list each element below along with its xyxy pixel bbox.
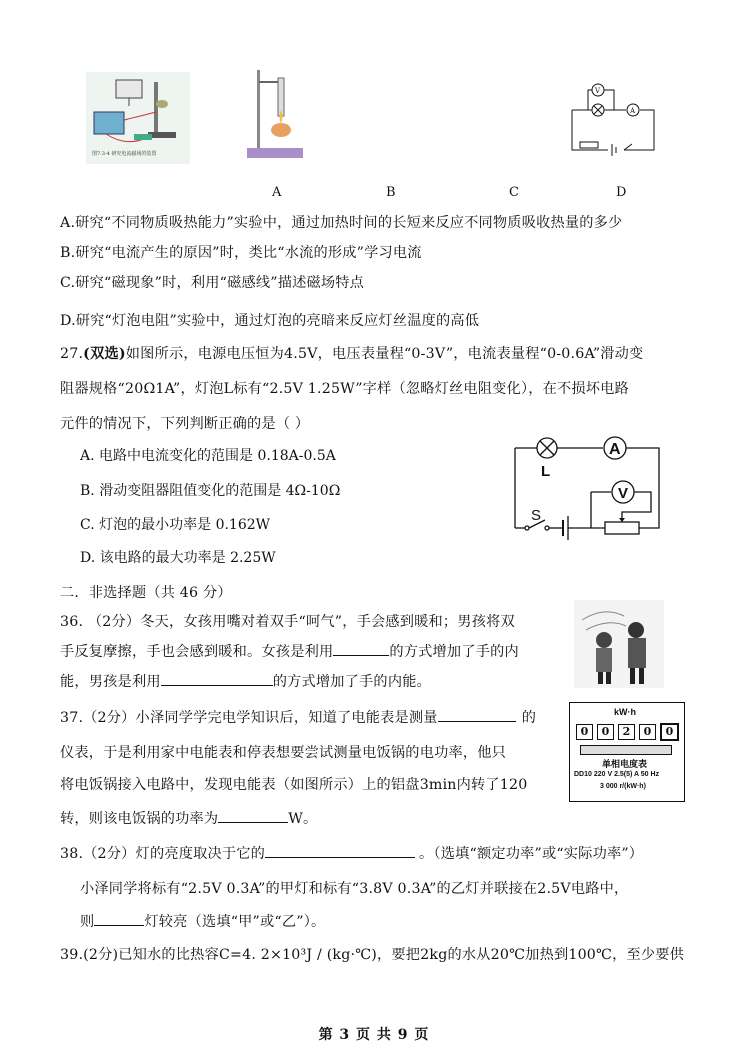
- q38-text1b: 。（选填“额定功率”或“实际功率”）: [419, 846, 644, 862]
- figure-d-circuit: [568, 80, 658, 156]
- meter-digit: 0: [576, 724, 593, 740]
- q27-tag: (双选): [83, 346, 126, 362]
- q36-text3a: 能，男孩是利用: [60, 674, 161, 690]
- q37-text1b: 的: [521, 710, 537, 726]
- q27-number: 27.: [60, 346, 84, 362]
- q37-text1a: 37.（2分）小泽同学学完电学知识后，知道了电能表是测量: [60, 710, 438, 726]
- q36-line2: [60, 641, 519, 661]
- meter-unit: kW·h: [614, 707, 636, 717]
- section-2-heading: 二．非选择题（共 46 分）: [60, 585, 232, 601]
- q37-line2: 仪表，于是利用家中电能表和停表想要尝试测量电饭锅的电功率，他只: [60, 745, 507, 761]
- q38-text3b: 灯较亮（选填“甲”或“乙”）。: [144, 914, 326, 930]
- meter-disc-bar: [580, 745, 672, 755]
- q37-line3: 将电饭锅接入电路中，发现电能表（如图所示）上的铝盘3min内转了120: [60, 777, 528, 793]
- q36-blank-1[interactable]: [333, 641, 389, 656]
- figure-label-a: A: [272, 185, 282, 200]
- meter-digit: 2: [618, 724, 635, 740]
- q27-option-a: A. 电路中电流变化的范围是 0.18A-0.5A: [80, 448, 336, 464]
- svg-text:A: A: [630, 107, 636, 115]
- switch-label: S: [531, 507, 542, 524]
- q37-text4a: 转，则该电饭锅的功率为: [60, 811, 219, 827]
- q26-option-b: B.研究“电流产生的原因”时，类比“水流的形成”学习电流: [60, 245, 422, 261]
- q38-text3a: 则: [80, 914, 95, 930]
- q27-line2: 阻器规格“20Ω1A”，灯泡L标有“2.5V 1.25W”字样（忽略灯丝电阻变化），在不损坏电路: [60, 381, 629, 397]
- meter-digits: [576, 723, 679, 741]
- electricity-meter: [569, 702, 685, 802]
- q27-line1: [60, 343, 643, 363]
- figure-label-b: B: [386, 185, 396, 200]
- svg-text:V: V: [595, 87, 601, 95]
- q38-line3: [80, 911, 325, 931]
- q36-text3b: 的方式增加了手的内能。: [272, 674, 431, 690]
- q37-blank-1[interactable]: [438, 707, 516, 722]
- q27-option-b: B. 滑动变阻器阻值变化的范围是 4Ω-10Ω: [80, 483, 341, 499]
- figure-label-d: D: [616, 185, 627, 200]
- ammeter-label: A: [609, 441, 621, 458]
- q38-blank-2[interactable]: [94, 911, 144, 926]
- figure-label-c: C: [509, 185, 519, 200]
- page-footer: 第 3 页 共 9 页: [318, 1027, 430, 1043]
- q38-blank-1[interactable]: [265, 843, 415, 858]
- q27-text1: 如图所示，电源电压恒为4.5V，电压表量程“0-3V”，电流表量程“0-0.6A”滑动变: [125, 346, 644, 362]
- meter-digit: 0: [597, 724, 614, 740]
- q38-line1: [60, 843, 643, 863]
- q39-line1: 39.(2分)已知水的比热容C=4. 2×10³J / (kg·℃)，要把2kg的水从20℃加热到100℃，至少要供: [60, 947, 685, 963]
- q36-text2b: 的方式增加了手的内: [389, 644, 519, 660]
- q36-line3: [60, 671, 431, 691]
- q27-circuit-diagram: [505, 432, 665, 544]
- meter-digit: 0: [639, 724, 656, 740]
- q37-line1: [60, 707, 536, 727]
- q37-line4: [60, 808, 317, 828]
- q36-children-illustration: [574, 600, 664, 688]
- meter-spec-1: DD10 220 V 2.5(5) A 50 Hz: [574, 771, 660, 778]
- figure-a-apparatus: [86, 72, 190, 164]
- q26-option-d: D.研究“灯泡电阻”实验中，通过灯泡的亮暗来反应灯丝温度的高低: [60, 313, 480, 329]
- q27-line3: 元件的情况下，下列判断正确的是（ ）: [60, 416, 310, 432]
- meter-digit: 0: [660, 723, 679, 741]
- meter-name: 单相电度表: [602, 760, 648, 770]
- q36-line1: 36. （2分）冬天，女孩用嘴对着双手“呵气”，手会感到暖和；男孩将双: [60, 614, 515, 630]
- q37-text4b: W。: [288, 811, 318, 827]
- q38-text1a: 38.（2分）灯的亮度取决于它的: [60, 846, 266, 862]
- q38-line2: 小泽同学将标有“2.5V 0.3A”的甲灯和标有“3.8V 0.3A”的乙灯并联接在2.5V电路中，: [80, 881, 629, 897]
- meter-spec-2: 3 000 r/(kW·h): [600, 783, 646, 790]
- q26-option-a: A.研究“不同物质吸热能力”实验中，通过加热时间的长短来反应不同物质吸收热量的多少: [60, 215, 623, 231]
- q36-blank-2[interactable]: [161, 671, 273, 686]
- q27-option-d: D. 该电路的最大功率是 2.25W: [80, 550, 276, 566]
- figure-a-caption: 图7.3-4 研究电流磁场的装置: [92, 151, 157, 157]
- q27-option-c: C. 灯泡的最小功率是 0.162W: [80, 517, 271, 533]
- q26-option-c: C.研究“磁现象”时，利用“磁感线”描述磁场特点: [60, 275, 365, 291]
- voltmeter-label: V: [618, 485, 629, 502]
- lamp-label: L: [541, 463, 551, 480]
- q37-blank-2[interactable]: [218, 808, 288, 823]
- q36-text2a: 手反复摩擦，手也会感到暖和。女孩是利用: [60, 644, 334, 660]
- figure-b-apparatus: [243, 68, 307, 162]
